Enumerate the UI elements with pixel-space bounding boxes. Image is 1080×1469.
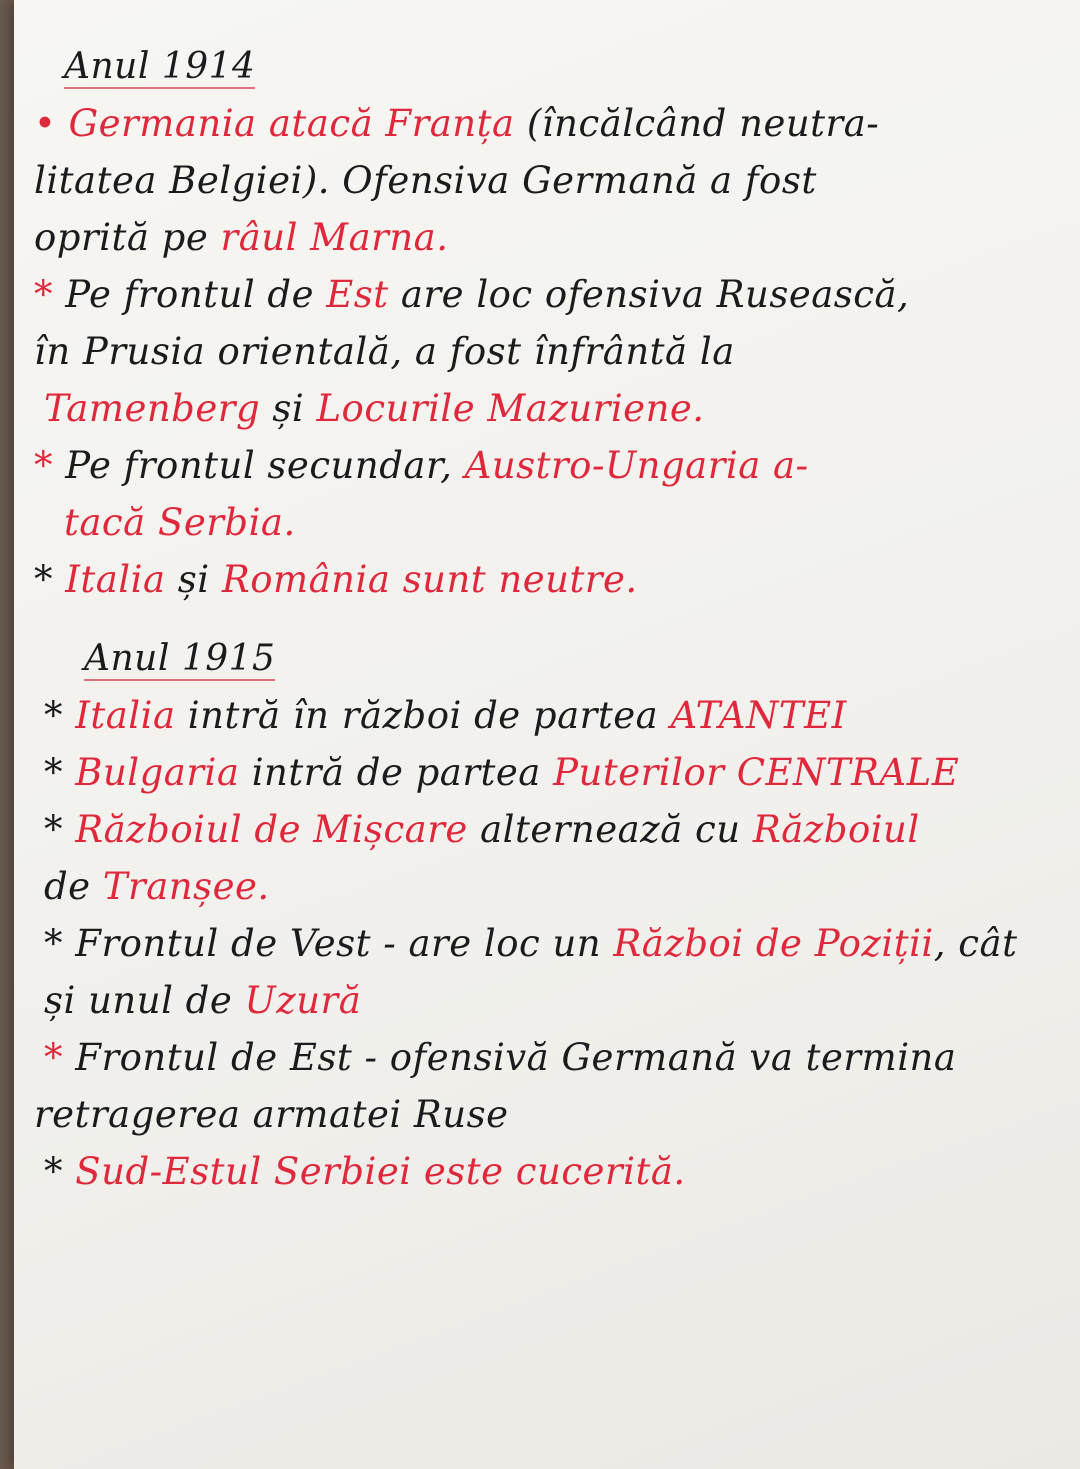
note-line (34, 95, 1060, 152)
text: alternează cu (467, 808, 753, 851)
notes-body (34, 38, 1060, 1200)
text: are loc ofensiva Rusească, (388, 273, 910, 316)
note-line (34, 858, 1060, 915)
text: intră de partea (239, 751, 554, 794)
highlighted-text: • (34, 102, 69, 145)
text: și (260, 387, 317, 430)
highlighted-text: Locurile Mazuriene. (316, 387, 705, 430)
highlighted-text: România sunt neutre. (221, 558, 638, 601)
note-line (34, 1029, 1060, 1086)
text: litatea Belgiei). Ofensiva Germană a fost (34, 159, 817, 202)
highlighted-text: Uzură (244, 979, 362, 1022)
text: * (44, 1150, 76, 1193)
note-line (34, 915, 1060, 972)
note-line (34, 494, 1060, 551)
note-line (34, 209, 1060, 266)
highlighted-text: Sud-Estul Serbiei este cucerită. (75, 1150, 686, 1193)
section-heading (34, 38, 1060, 95)
highlighted-text: Italia (65, 558, 166, 601)
text: * (44, 694, 76, 737)
text: Frontul de Est (75, 1036, 353, 1079)
note-line (34, 687, 1060, 744)
highlighted-text: Puterilor CENTRALE (553, 751, 960, 794)
highlighted-text: Război de Poziții (613, 922, 934, 965)
note-line (34, 1086, 1060, 1143)
text: și unul de (44, 979, 245, 1022)
note-line (34, 1143, 1060, 1200)
text: (încălcând neutra- (514, 102, 880, 145)
text: Frontul de Vest (75, 922, 371, 965)
note-line (34, 323, 1060, 380)
highlighted-text: Bulgaria (75, 751, 240, 794)
text: , cât (933, 922, 1018, 965)
note-line (34, 744, 1060, 801)
handwritten-notes-page (14, 0, 1080, 1469)
highlighted-text: ATANTEI (670, 694, 847, 737)
note-line (34, 380, 1060, 437)
text: intră în război de partea (175, 694, 671, 737)
note-line (34, 551, 1060, 608)
highlighted-text: * (34, 273, 66, 316)
highlighted-text: Tamenberg (44, 387, 261, 430)
note-line (34, 266, 1060, 323)
heading-text: Anul 1914 (64, 46, 256, 87)
note-line (34, 152, 1060, 209)
text: și (165, 558, 222, 601)
highlighted-text: * (34, 444, 66, 487)
section-heading (34, 630, 1060, 687)
text: * (44, 922, 76, 965)
highlighted-text: Italia (75, 694, 176, 737)
heading-text: Anul 1915 (84, 638, 276, 679)
highlighted-text: Războiul de Mișcare (75, 808, 468, 851)
text: retragerea armatei Ruse (34, 1093, 509, 1136)
text: * (44, 808, 76, 851)
highlighted-text: Est (326, 273, 389, 316)
text: de (44, 865, 103, 908)
text: - are loc un (370, 922, 614, 965)
highlighted-text: Războiul (752, 808, 920, 851)
text: Pe frontul secundar, (65, 444, 465, 487)
text: * (44, 751, 76, 794)
highlighted-text: * (44, 1036, 76, 1079)
note-line (34, 972, 1060, 1029)
highlighted-text: tacă Serbia. (64, 501, 296, 544)
text: * (34, 558, 66, 601)
highlighted-text: râul Marna. (220, 216, 449, 259)
highlighted-text: Tranșee. (102, 865, 270, 908)
text: în Prusia orientală, a fost înfrântă la (34, 330, 735, 373)
note-line (34, 801, 1060, 858)
note-line (34, 437, 1060, 494)
notebook-edge (0, 0, 14, 1469)
highlighted-text: Austro-Ungaria a- (464, 444, 809, 487)
text: - ofensivă Germană va termina (352, 1036, 957, 1079)
highlighted-text: Germania atacă Franța (68, 102, 515, 145)
text: oprită pe (34, 216, 221, 259)
section-gap (34, 608, 1060, 630)
text: Pe frontul de (65, 273, 327, 316)
